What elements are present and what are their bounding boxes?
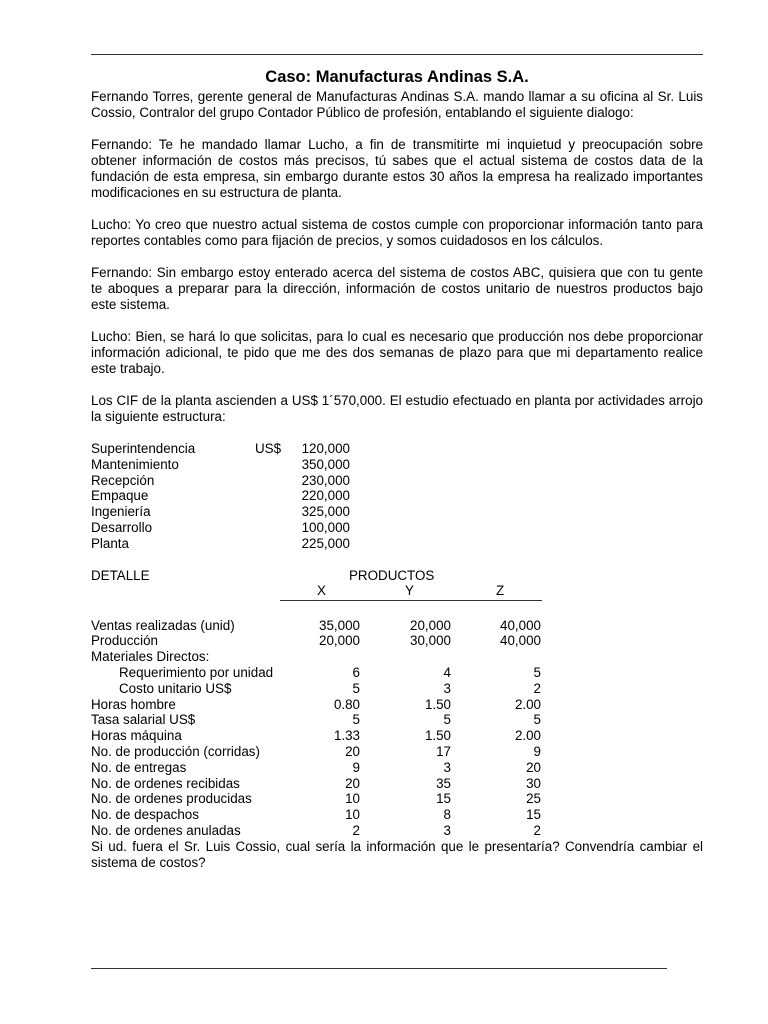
cell-z: 40,000 xyxy=(500,617,541,633)
row-label: No. de producción (corridas) xyxy=(91,743,260,759)
cell-x: 20 xyxy=(345,775,360,791)
cell-y: 3 xyxy=(443,680,451,696)
column-header-y: Y xyxy=(405,582,414,598)
row-label: No. de despachos xyxy=(91,807,199,823)
cell-x: 5 xyxy=(352,712,360,728)
detail-label: DETALLE xyxy=(91,567,150,583)
cell-z: 5 xyxy=(533,664,541,680)
table-row xyxy=(91,807,703,823)
paragraph-cif: Los CIF de la planta ascienden a US$ 1´570,000. El estudio efectuado en planta por actividades arrojo la siguiente estructura: xyxy=(91,393,703,424)
cell-x: 2 xyxy=(352,822,360,838)
table-row xyxy=(91,776,703,792)
row-label: Requerimiento por unidad xyxy=(119,664,274,680)
cell-z: 9 xyxy=(533,743,541,759)
cell-x: 5 xyxy=(352,680,360,696)
bottom-rule xyxy=(91,968,667,969)
cif-item-name: Ingeniería xyxy=(91,504,151,520)
cell-z: 40,000 xyxy=(500,633,541,649)
cif-item xyxy=(91,441,703,457)
cell-z: 15 xyxy=(526,807,541,823)
table-row xyxy=(91,760,703,776)
row-label: Materiales Directos: xyxy=(91,649,210,665)
cell-x: 10 xyxy=(345,791,360,807)
paragraph-lucho-2: Lucho: Bien, se hará lo que solicitas, para lo cual es necesario que producción nos debe proporcionar información adicional, te pido que me des dos semanas de plazo para que mi departamento realice este trabajo. xyxy=(91,329,703,376)
cell-x: 35,000 xyxy=(319,617,360,633)
cif-item-name: Empaque xyxy=(91,488,149,504)
cif-item-value: 350,000 xyxy=(301,456,350,472)
row-label: No. de entregas xyxy=(91,759,187,775)
table-row xyxy=(91,649,703,665)
products-table-body xyxy=(91,618,703,839)
cif-item-name: Desarrollo xyxy=(91,519,153,535)
row-label: Tasa salarial US$ xyxy=(91,712,196,728)
cell-z: 2 xyxy=(533,822,541,838)
cell-y: 17 xyxy=(436,743,451,759)
table-row xyxy=(91,791,703,807)
row-label: No. de ordenes anuladas xyxy=(91,822,241,838)
row-label: Horas hombre xyxy=(91,696,176,712)
cell-y: 1.50 xyxy=(424,728,451,744)
table-row xyxy=(91,744,703,760)
table-row xyxy=(91,728,703,744)
cell-x: 6 xyxy=(352,664,360,680)
cell-x: 1.33 xyxy=(333,728,360,744)
cif-item xyxy=(91,457,703,473)
products-header xyxy=(91,568,703,600)
cell-z: 5 xyxy=(533,712,541,728)
cell-z: 30 xyxy=(526,775,541,791)
cif-item xyxy=(91,488,703,504)
table-row xyxy=(91,712,703,728)
table-row xyxy=(91,618,703,634)
cif-item xyxy=(91,520,703,536)
cell-y: 3 xyxy=(443,822,451,838)
cif-item xyxy=(91,473,703,489)
cell-y: 5 xyxy=(443,712,451,728)
cif-item-name: Recepción xyxy=(91,472,155,488)
cif-item-value: 220,000 xyxy=(301,488,350,504)
column-header-x: X xyxy=(317,582,326,598)
table-row xyxy=(91,633,703,649)
cif-item-value: 120,000 xyxy=(301,441,350,456)
cif-item xyxy=(91,504,703,520)
cell-x: 9 xyxy=(352,759,360,775)
products-label: PRODUCTOS xyxy=(349,567,435,583)
cif-item-value: 325,000 xyxy=(301,504,350,520)
cif-item-name: Mantenimiento xyxy=(91,456,179,472)
table-row xyxy=(91,823,703,839)
cell-y: 30,000 xyxy=(410,633,451,649)
cif-item xyxy=(91,536,703,552)
cell-y: 4 xyxy=(443,664,451,680)
cif-item-value: 225,000 xyxy=(301,535,350,551)
cif-item-value: 230,000 xyxy=(301,472,350,488)
cell-z: 20 xyxy=(526,759,541,775)
cif-item-name: Planta xyxy=(91,535,129,551)
cell-z: 2 xyxy=(533,680,541,696)
cell-y: 1.50 xyxy=(424,696,451,712)
cell-y: 8 xyxy=(443,807,451,823)
cell-z: 25 xyxy=(526,791,541,807)
closing-question: Si ud. fuera el Sr. Luis Cossio, cual sería la información que le presentaría? Convendría cambiar el sistema de costos? xyxy=(91,838,703,870)
row-label: Costo unitario US$ xyxy=(119,680,232,696)
products-header-rule xyxy=(91,600,703,618)
paragraph-lucho-1: Lucho: Yo creo que nuestro actual sistema de costos cumple con proporcionar información tanto para reportes contables como para fijación de precios, y somos cuidadosos en los cálculos. xyxy=(91,217,703,248)
cif-currency: US$ xyxy=(255,441,282,456)
cif-item-value: 100,000 xyxy=(301,519,350,535)
cell-z: 2.00 xyxy=(514,728,541,744)
cell-y: 20,000 xyxy=(410,617,451,633)
cif-item-name: Superintendencia xyxy=(91,441,196,456)
cell-x: 20,000 xyxy=(319,633,360,649)
table-row xyxy=(91,697,703,713)
row-label: No. de ordenes producidas xyxy=(91,791,252,807)
cell-y: 15 xyxy=(436,791,451,807)
cif-list xyxy=(91,441,703,552)
paragraph-intro: Fernando Torres, gerente general de Manufacturas Andinas S.A. mando llamar a su oficina al Sr. Luis Cossio, Contralor del grupo Contador Público de profesión, entablando el siguiente dialogo: xyxy=(91,89,703,120)
paragraph-fernando-2: Fernando: Sin embargo estoy enterado acerca del sistema de costos ABC, quisiera que con tu gente te aboques a preparar para la dirección, información de costos unitario de nuestros productos bajo este sistema. xyxy=(91,265,703,312)
cell-z: 2.00 xyxy=(514,696,541,712)
cell-y: 35 xyxy=(436,775,451,791)
top-rule xyxy=(91,54,703,55)
row-label: Horas máquina xyxy=(91,728,182,744)
cell-y: 3 xyxy=(443,759,451,775)
cell-x: 20 xyxy=(345,743,360,759)
row-label: No. de ordenes recibidas xyxy=(91,775,240,791)
column-header-z: Z xyxy=(496,582,505,598)
cell-x: 10 xyxy=(345,807,360,823)
table-row xyxy=(91,665,703,681)
paragraph-fernando-1: Fernando: Te he mandado llamar Lucho, a fin de transmitirte mi inquietud y preocupación sobre obtener información de costos más precisos, tú sabes que el actual sistema de costos data de la fundación de esta empresa, sin embargo durante estos 30 años la empresa ha realizado importantes modificaciones en su estructura de planta. xyxy=(91,137,703,200)
row-label: Producción xyxy=(91,633,158,649)
document-page xyxy=(91,68,703,887)
page-title: Caso: Manufacturas Andinas S.A. xyxy=(265,68,529,86)
cell-x: 0.80 xyxy=(333,696,360,712)
row-label: Ventas realizadas (unid) xyxy=(91,617,235,633)
table-row xyxy=(91,681,703,697)
